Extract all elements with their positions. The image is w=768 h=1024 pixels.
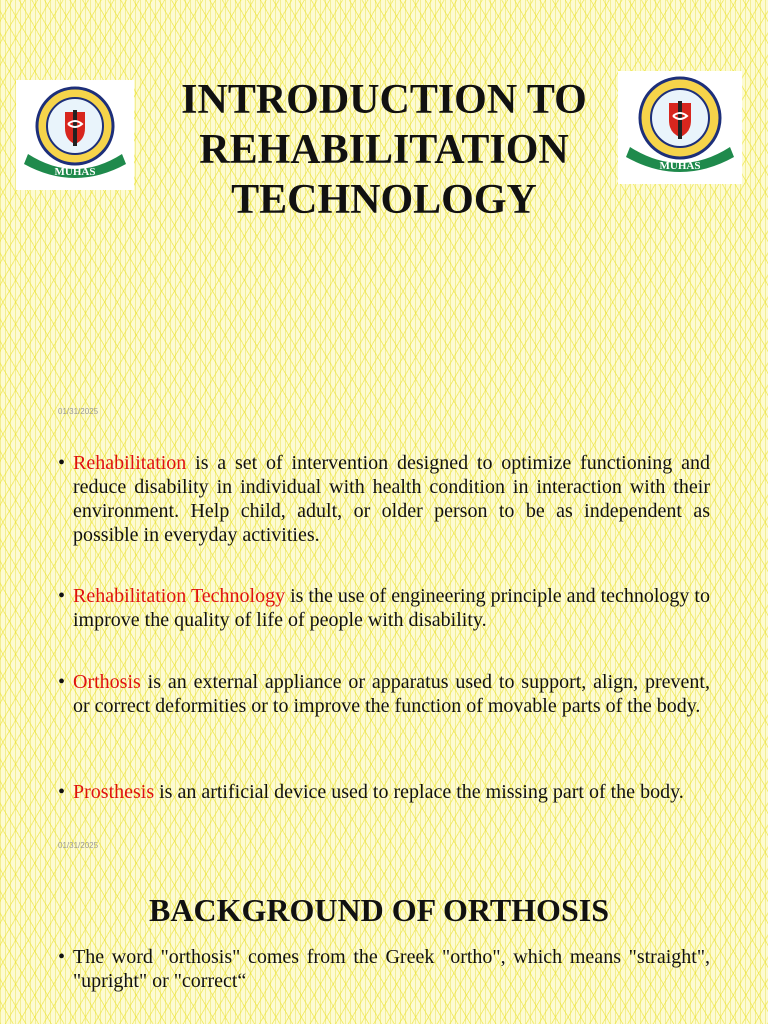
main-title (140, 75, 628, 225)
definitions-list (58, 451, 710, 547)
muhas-logo-left (16, 80, 134, 190)
section-title: BACKGROUND OF ORTHOSIS (149, 892, 609, 928)
bullet-icon: • (58, 452, 66, 474)
definitions-list (58, 584, 710, 632)
list-item (58, 780, 710, 804)
logo-text: MUHAS (659, 160, 701, 172)
definitions-list (58, 780, 710, 804)
list-item (58, 451, 710, 547)
paragraph-text: The word "orthosis" comes from the Greek "ortho", which means "straight", "upright" or "correct“ (73, 946, 710, 992)
definition: is a set of intervention designed to optimize functioning and reduce disability in individual with health condition in interaction with their environment. Help child, adult, or older person to be as independent as possible in everyday activities. (73, 452, 710, 546)
term: Rehabilitation Technology (73, 585, 286, 607)
slide-date: 01/31/2025 (58, 407, 99, 416)
term: Rehabilitation (73, 452, 187, 474)
bullet-icon: • (58, 946, 66, 968)
list-item (58, 584, 710, 632)
list-item (58, 670, 710, 718)
term: Orthosis (73, 671, 141, 693)
definition: is the use of engineering principle and technology to improve the quality of life of people with disability. (73, 585, 710, 631)
title-line-3: TECHNOLOGY (231, 177, 537, 223)
definition: is an external appliance or apparatus used to support, align, prevent, or correct deformities or to improve the function of movable parts of the body. (73, 671, 710, 717)
logo-text: MUHAS (54, 166, 96, 178)
definitions-list (58, 670, 710, 718)
list-item (58, 945, 710, 993)
definition: is an artificial device used to replace the missing part of the body. (154, 781, 684, 803)
bullet-icon: • (58, 781, 66, 803)
title-line-2: REHABILITATION (199, 127, 569, 173)
background-list (58, 945, 710, 993)
title-line-1: INTRODUCTION TO (181, 77, 587, 123)
muhas-logo-right (618, 71, 742, 184)
slide-date: 01/31/2025 (58, 841, 99, 850)
bullet-icon: • (58, 585, 66, 607)
bullet-icon: • (58, 671, 66, 693)
term: Prosthesis (73, 781, 155, 803)
